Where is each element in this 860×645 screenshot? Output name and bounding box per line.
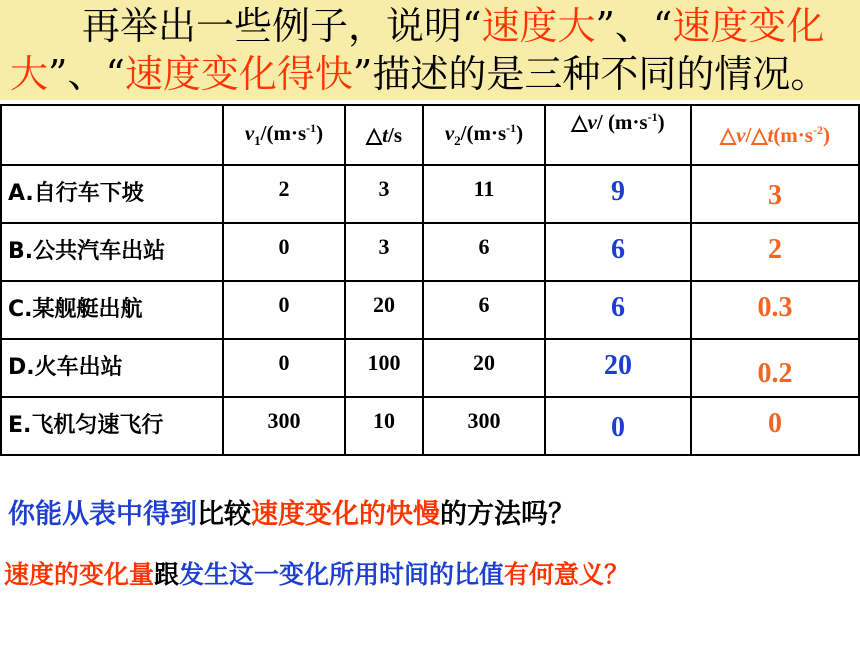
q2-part-b: 跟 bbox=[154, 560, 180, 589]
q2-part-d: 有何意义？ bbox=[504, 560, 630, 589]
row-label: B.公共汽车出站 bbox=[1, 223, 223, 281]
q1-part-c: 速度变化的快慢 bbox=[251, 499, 440, 530]
row-label: D.火车出站 bbox=[1, 339, 223, 397]
question-compare-method bbox=[8, 492, 575, 531]
header-dt: △t/s bbox=[345, 105, 423, 165]
intro-part1: 再举出一些例子，说明“ bbox=[82, 4, 482, 48]
cell-v1: 2 bbox=[223, 165, 345, 223]
intro-highlight-speed-large: 速度大 bbox=[481, 4, 596, 48]
cell-rate: 3 bbox=[691, 165, 859, 223]
intro-part2: ”、“ bbox=[595, 4, 673, 48]
row-label: E.飞机匀速飞行 bbox=[1, 397, 223, 455]
cell-dt: 20 bbox=[345, 281, 423, 339]
intro-highlight-speed-change-fast: 速度变化得快 bbox=[124, 52, 353, 96]
row-label: C.某舰艇出航 bbox=[1, 281, 223, 339]
cell-v2: 20 bbox=[423, 339, 545, 397]
cell-v1: 300 bbox=[223, 397, 345, 455]
row-label: A.自行车下坡 bbox=[1, 165, 223, 223]
header-blank bbox=[1, 105, 223, 165]
cell-v1: 0 bbox=[223, 339, 345, 397]
cell-dt: 3 bbox=[345, 165, 423, 223]
table-row bbox=[1, 223, 859, 281]
header-dv: △v/ $(m\cdot s^{-1})$ bbox=[545, 105, 691, 165]
cell-v1: 0 bbox=[223, 223, 345, 281]
question-ratio-meaning bbox=[4, 555, 629, 591]
cell-dt: 3 bbox=[345, 223, 423, 281]
q1-part-a: 你能从表中得到 bbox=[8, 499, 197, 530]
table-row bbox=[1, 339, 859, 397]
intro-highlight-speed-change-large: 速度变化大 bbox=[10, 4, 825, 96]
cell-v2: 6 bbox=[423, 223, 545, 281]
cell-dv: 6 bbox=[545, 281, 691, 339]
cell-v2: 6 bbox=[423, 281, 545, 339]
cell-rate: 0.2 bbox=[691, 339, 859, 397]
cell-v1: 0 bbox=[223, 281, 345, 339]
header-v2: $v_2/(m\cdot s^{-1})$ bbox=[423, 105, 545, 165]
cell-dv: 6 bbox=[545, 223, 691, 281]
cell-v2: 300 bbox=[423, 397, 545, 455]
q1-part-d: 的方法吗？ bbox=[440, 499, 575, 530]
cell-rate: 0.3 bbox=[691, 281, 859, 339]
velocity-table bbox=[0, 104, 860, 456]
q1-part-b: 比较 bbox=[197, 499, 251, 530]
q2-part-a: 速度的变化量 bbox=[4, 560, 155, 589]
table-row bbox=[1, 165, 859, 223]
table-header-row bbox=[1, 105, 859, 165]
q2-part-c: 发生这一变化所用时间的比值 bbox=[179, 560, 505, 589]
cell-v2: 11 bbox=[423, 165, 545, 223]
table-row bbox=[1, 281, 859, 339]
cell-dv: 9 bbox=[545, 165, 691, 223]
header-v1: $v_1/(m\cdot s^{-1})$ bbox=[223, 105, 345, 165]
header-rate: $\triangle v/\triangle t(m\cdot s^{-2})$ bbox=[691, 105, 859, 165]
intro-part4: ”描述的是三种不同的情况。 bbox=[352, 52, 829, 96]
cell-rate: 0 bbox=[691, 397, 859, 455]
cell-dt: 10 bbox=[345, 397, 423, 455]
table-row bbox=[1, 397, 859, 455]
cell-dv: 20 bbox=[545, 339, 691, 397]
cell-dt: 100 bbox=[345, 339, 423, 397]
cell-rate: 2 bbox=[691, 223, 859, 281]
cell-dv: 0 bbox=[545, 397, 691, 455]
intro-part3: ”、“ bbox=[48, 52, 125, 96]
intro-text bbox=[10, 2, 855, 98]
